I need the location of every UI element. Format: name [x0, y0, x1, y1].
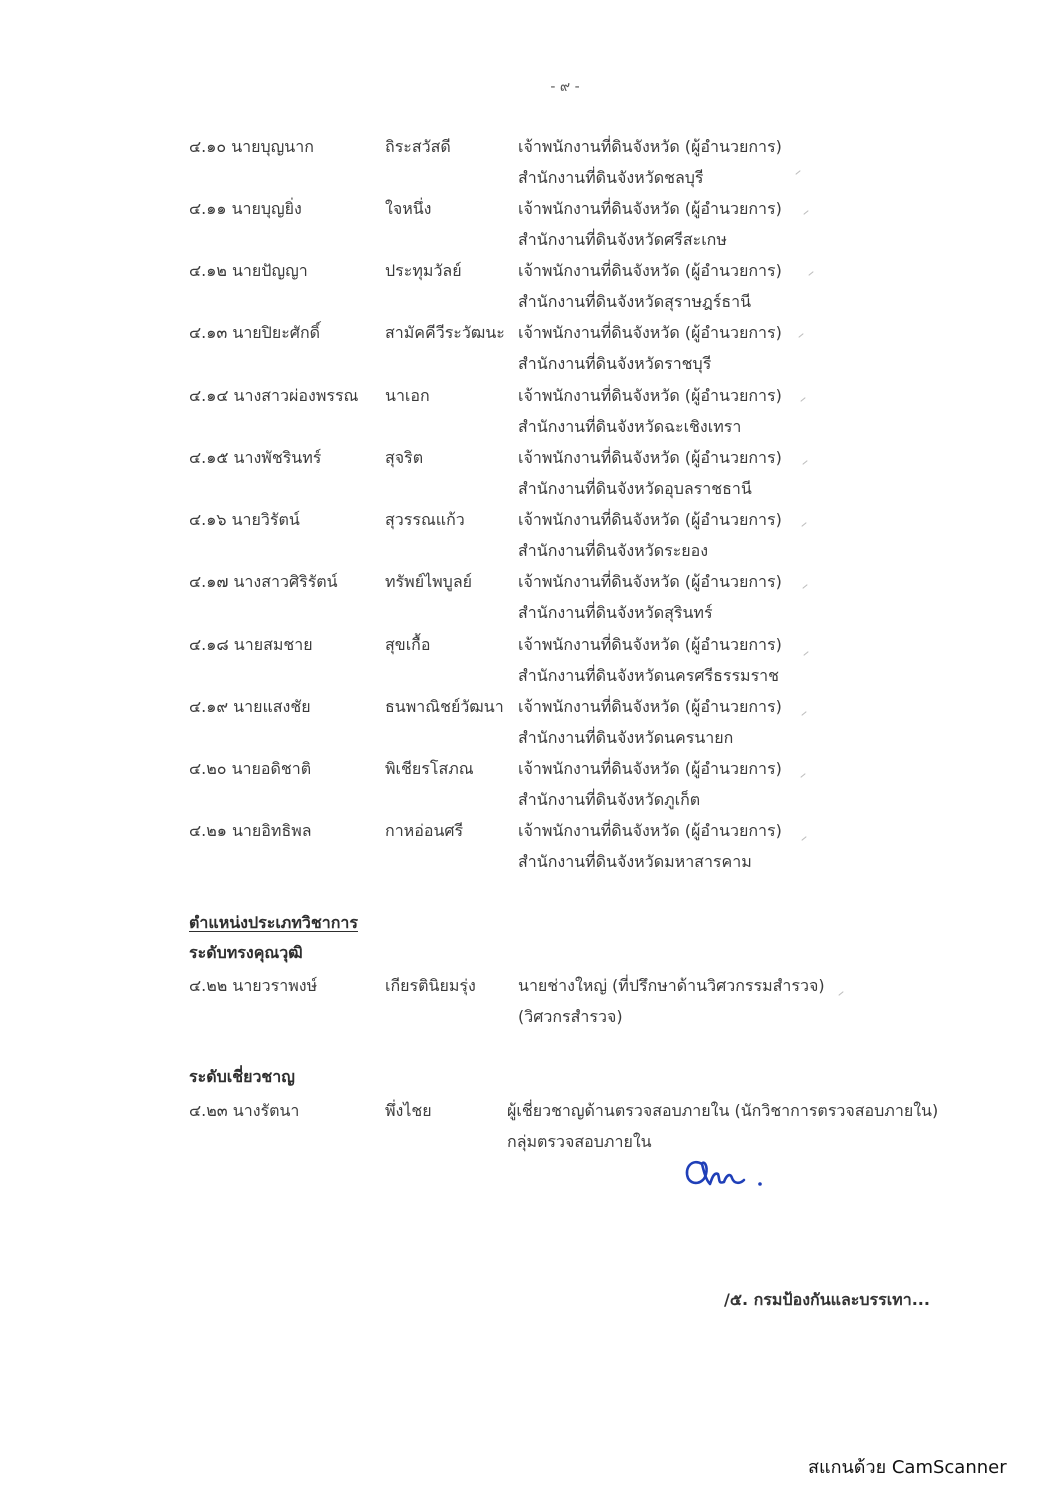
scanner-watermark: สแกนด้วย CamScanner	[808, 1457, 1007, 1478]
entry-number-firstname: ๔.๑๕ นางพัชรินทร์	[189, 448, 322, 467]
entry-lastname: เกียรตินิยมรุ่ง	[385, 976, 476, 995]
entry-office: สำนักงานที่ดินจังหวัดสุรินทร์	[518, 603, 713, 622]
entry-office: กลุ่มตรวจสอบภายใน	[507, 1132, 652, 1151]
margin-tick-mark	[838, 991, 843, 996]
entry-office: สำนักงานที่ดินจังหวัดนครนายก	[518, 728, 734, 747]
entry-position: เจ้าพนักงานที่ดินจังหวัด (ผู้อำนวยการ)	[518, 323, 782, 342]
entry-office: สำนักงานที่ดินจังหวัดชลบุรี	[518, 168, 704, 187]
entry-lastname: ถิระสวัสดี	[385, 137, 451, 156]
level-heading-expert-senior: ระดับทรงคุณวุฒิ	[189, 943, 303, 962]
margin-tick-mark	[801, 711, 806, 716]
margin-tick-mark	[808, 271, 813, 276]
entry-office: สำนักงานที่ดินจังหวัดภูเก็ต	[518, 790, 701, 809]
entry-lastname: พิเชียรโสภณ	[385, 759, 474, 778]
entry-number-firstname: ๔.๒๐ นายอดิชาติ	[189, 759, 312, 778]
margin-tick-mark	[801, 522, 806, 527]
entry-number-firstname: ๔.๑๙ นายแสงชัย	[189, 697, 311, 716]
entry-number-firstname: ๔.๑๐ นายบุญนาก	[189, 137, 314, 156]
entry-position: เจ้าพนักงานที่ดินจังหวัด (ผู้อำนวยการ)	[518, 821, 782, 840]
level-heading-expert: ระดับเชี่ยวชาญ	[189, 1067, 295, 1086]
margin-tick-mark	[801, 836, 806, 841]
margin-tick-mark	[802, 460, 807, 465]
entry-position: เจ้าพนักงานที่ดินจังหวัด (ผู้อำนวยการ)	[518, 510, 782, 529]
entry-number-firstname: ๔.๑๓ นายปิยะศักดิ์	[189, 323, 321, 342]
entry-office: สำนักงานที่ดินจังหวัดนครศรีธรรมราช	[518, 666, 780, 685]
entry-number-firstname: ๔.๒๓ นางรัตนา	[189, 1101, 300, 1120]
entry-lastname: ธนพาณิชย์วัฒนา	[385, 697, 504, 716]
entry-lastname: สุจริต	[385, 448, 424, 467]
entry-position: เจ้าพนักงานที่ดินจังหวัด (ผู้อำนวยการ)	[518, 697, 782, 716]
entry-number-firstname: ๔.๑๒ นายปัญญา	[189, 261, 308, 280]
entry-position: นายช่างใหญ่ (ที่ปรึกษาด้านวิศวกรรมสำรวจ)	[518, 976, 825, 995]
entry-position: เจ้าพนักงานที่ดินจังหวัด (ผู้อำนวยการ)	[518, 199, 782, 218]
entry-lastname: ประทุมวัลย์	[385, 261, 462, 280]
entry-position: เจ้าพนักงานที่ดินจังหวัด (ผู้อำนวยการ)	[518, 448, 782, 467]
entry-lastname: กาหอ่อนศรี	[385, 821, 464, 840]
entry-number-firstname: ๔.๒๑ นายอิทธิพล	[189, 821, 312, 840]
entry-lastname: สุขเกื้อ	[385, 635, 431, 654]
margin-tick-mark	[802, 584, 807, 589]
margin-tick-mark	[798, 333, 803, 338]
continuation-text: /๕. กรมป้องกันและบรรเทา...	[724, 1290, 930, 1309]
entry-position: เจ้าพนักงานที่ดินจังหวัด (ผู้อำนวยการ)	[518, 759, 782, 778]
entry-number-firstname: ๔.๑๔ นางสาวผ่องพรรณ	[189, 386, 359, 405]
page-number: - ๙ -	[550, 79, 580, 95]
margin-tick-mark	[803, 651, 808, 656]
entry-office: สำนักงานที่ดินจังหวัดอุบลราชธานี	[518, 479, 752, 498]
entry-number-firstname: ๔.๑๖ นายวิรัตน์	[189, 510, 300, 529]
margin-tick-mark	[800, 773, 805, 778]
entry-office: สำนักงานที่ดินจังหวัดฉะเชิงเทรา	[518, 417, 742, 436]
entry-lastname: นาเอก	[385, 386, 430, 405]
section-heading-academic: ตำแหน่งประเภทวิชาการ	[189, 913, 358, 932]
entry-office: สำนักงานที่ดินจังหวัดระยอง	[518, 541, 709, 560]
entry-position: เจ้าพนักงานที่ดินจังหวัด (ผู้อำนวยการ)	[518, 572, 782, 591]
entry-lastname: สุวรรณแก้ว	[385, 510, 465, 529]
signature-icon	[680, 1150, 770, 1195]
entry-position: เจ้าพนักงานที่ดินจังหวัด (ผู้อำนวยการ)	[518, 261, 782, 280]
margin-tick-mark	[800, 397, 805, 402]
entry-lastname: ใจหนึ่ง	[385, 199, 432, 218]
entry-office: (วิศวกรสำรวจ)	[518, 1007, 623, 1026]
entry-office: สำนักงานที่ดินจังหวัดมหาสารคาม	[518, 852, 752, 871]
margin-tick-mark	[795, 170, 800, 175]
margin-tick-mark	[803, 210, 808, 215]
entry-number-firstname: ๔.๑๗ นางสาวศิริรัตน์	[189, 572, 338, 591]
entry-position: เจ้าพนักงานที่ดินจังหวัด (ผู้อำนวยการ)	[518, 635, 782, 654]
entry-office: สำนักงานที่ดินจังหวัดสุราษฎร์ธานี	[518, 292, 752, 311]
entry-position: ผู้เชี่ยวชาญด้านตรวจสอบภายใน (นักวิชาการตรวจสอบภายใน)	[507, 1101, 939, 1120]
entry-office: สำนักงานที่ดินจังหวัดราชบุรี	[518, 354, 712, 373]
entry-lastname: สามัคคีวีระวัฒนะ	[385, 323, 505, 342]
entry-position: เจ้าพนักงานที่ดินจังหวัด (ผู้อำนวยการ)	[518, 386, 782, 405]
entry-number-firstname: ๔.๒๒ นายวราพงษ์	[189, 976, 318, 995]
entry-office: สำนักงานที่ดินจังหวัดศรีสะเกษ	[518, 230, 727, 249]
entry-number-firstname: ๔.๑๘ นายสมชาย	[189, 635, 313, 654]
entry-position: เจ้าพนักงานที่ดินจังหวัด (ผู้อำนวยการ)	[518, 137, 782, 156]
entry-lastname: ทรัพย์ไพบูลย์	[385, 572, 472, 591]
entry-lastname: พึ่งไชย	[385, 1101, 432, 1120]
entry-number-firstname: ๔.๑๑ นายบุญยิ่ง	[189, 199, 302, 218]
